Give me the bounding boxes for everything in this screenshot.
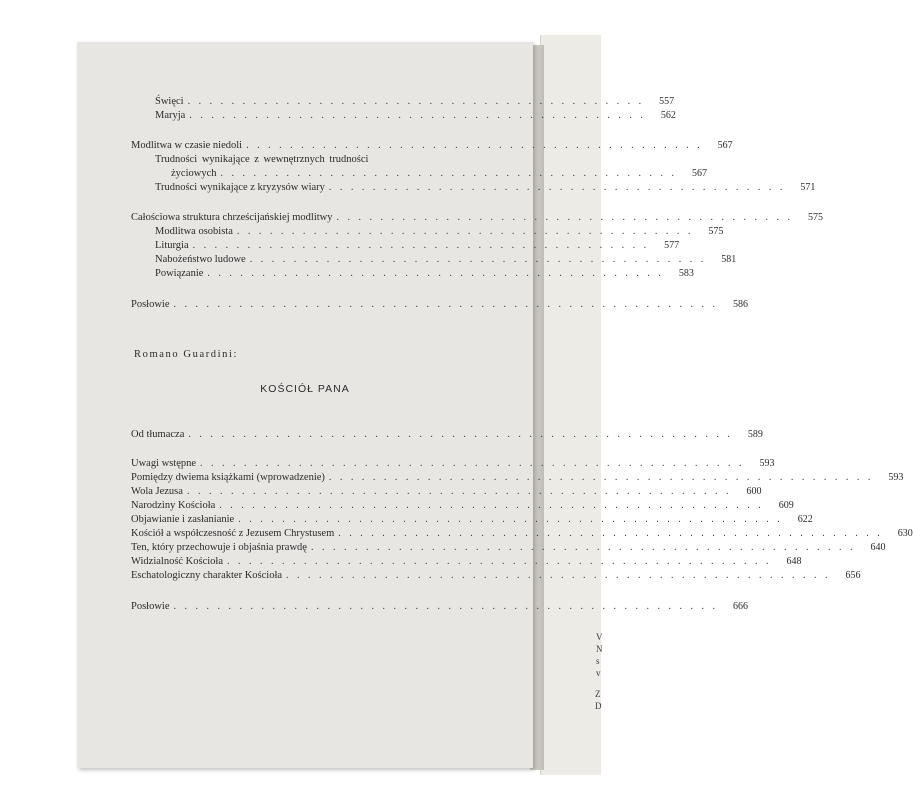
toc-entry: [155, 181, 816, 194]
toc-entry-page: 567: [691, 168, 707, 179]
toc-entry-title: Liturgia: [155, 240, 189, 251]
toc-entry: [155, 239, 680, 252]
toc-entry-page: 666: [733, 601, 749, 612]
toc-entry-title: Posłowie: [131, 299, 170, 310]
toc-entry-title: Modlitwa w czasie niedoli: [131, 140, 243, 151]
toc-entry-title: Święci: [155, 96, 184, 107]
toc-entry-title: Uwagi wstępne: [131, 458, 197, 469]
toc-entry-page: 656: [845, 570, 861, 581]
toc-entry-page: 575: [808, 212, 823, 223]
toc-entry-title: życiowych: [171, 168, 217, 179]
toc-entry-page: 571: [800, 182, 816, 193]
leader-dots: . . . . . . . . . . . . . . . . . . . . . . . . . . . . . . . . . . . . . . . . . . . . . . . . . .: [173, 299, 719, 310]
toc-entry: [131, 513, 813, 526]
leader-dots: . . . . . . . . . . . . . . . . . . . . . . . . . . . . . . . . . . . . . . . . . .: [189, 110, 646, 121]
toc-entry-title: Od tłumacza: [131, 429, 185, 440]
toc-entry: [155, 267, 694, 280]
toc-entry-title: Widzialność Kościoła: [131, 556, 224, 567]
toc-entry: [171, 167, 707, 180]
toc-entry-title: Modlitwa osobista: [155, 226, 233, 237]
leader-dots: . . . . . . . . . . . . . . . . . . . . . . . . . . . . . . . . . . . . . . . . . .: [192, 240, 650, 251]
toc-entry-page: 648: [786, 556, 802, 567]
toc-entry: [131, 499, 794, 512]
toc-entry: [131, 428, 763, 441]
toc-entry-page: 593: [759, 458, 775, 469]
toc-entry: [131, 555, 802, 568]
leader-dots: . . . . . . . . . . . . . . . . . . . . . . . . . . . . . . . . . . . . . . . . . .: [220, 168, 677, 179]
toc-entry-title: Objawianie i zasłanianie: [131, 514, 235, 525]
toc-entry: [131, 457, 775, 470]
toc-entry-title: Powiązanie: [155, 268, 204, 279]
leader-dots: . . . . . . . . . . . . . . . . . . . . . . . . . . . . . . . . . . . . . . . . . . . . . . . . . .: [286, 570, 831, 581]
toc-entry-title: Nabożeństwo ludowe: [155, 254, 246, 265]
leader-dots: . . . . . . . . . . . . . . . . . . . . . . . . . . . . . . . . . . . . . . . . . . . . . . . . . .: [338, 528, 883, 539]
toc-entry-page: 593: [888, 472, 904, 483]
toc-entry-title: Trudności wynikające z kryzysów wiary: [155, 182, 325, 193]
leader-dots: . . . . . . . . . . . . . . . . . . . . . . . . . . . . . . . . . . . . . . . . . .: [187, 96, 645, 107]
facing-page-fragment: s: [596, 656, 600, 666]
toc-entry-title: Wola Jezusa: [131, 486, 183, 497]
facing-page-fragment: V: [596, 632, 603, 642]
toc-entry: [155, 95, 675, 108]
toc-entry: [131, 211, 823, 224]
facing-page-fragment: Z: [595, 689, 601, 699]
toc-entry: [155, 253, 737, 266]
leader-dots: . . . . . . . . . . . . . . . . . . . . . . . . . . . . . . . . . . . . . . . . . .: [328, 182, 786, 193]
toc-entry: [131, 569, 861, 582]
toc-entry: [131, 600, 749, 613]
toc-entry-title: Eschatologiczny charakter Kościoła: [131, 570, 283, 581]
toc-entry-page: 581: [721, 254, 737, 265]
leader-dots: . . . . . . . . . . . . . . . . . . . . . . . . . . . . . . . . . . . . . . . . . . . . . . . . . .: [328, 472, 874, 483]
toc-entry-page: 630: [897, 528, 913, 539]
toc-entry: [131, 139, 733, 152]
toc-entry-page: 575: [708, 226, 724, 237]
facing-page-fragment: D: [595, 701, 602, 711]
toc-entry: [155, 225, 724, 238]
toc-entry-page: 640: [870, 542, 886, 553]
toc-entry-page: 562: [660, 110, 676, 121]
book-page: [77, 42, 913, 768]
leader-dots: . . . . . . . . . . . . . . . . . . . . . . . . . . . . . . . . . . . . . . . . . .: [236, 226, 694, 237]
toc-entry-title: Narodziny Kościoła: [131, 500, 216, 511]
leader-dots: . . . . . . . . . . . . . . . . . . . . . . . . . . . . . . . . . . . . . . . . . . . . . . . . . .: [186, 486, 732, 497]
author-name: Romano Guardini:: [134, 349, 239, 360]
toc-entry: [155, 109, 676, 122]
toc-entry-page: 567: [717, 140, 733, 151]
toc-entry-page: 589: [747, 429, 763, 440]
leader-dots: . . . . . . . . . . . . . . . . . . . . . . . . . . . . . . . . . . . . . . . . . . . . . . . . . .: [188, 429, 733, 440]
leader-dots: . . . . . . . . . . . . . . . . . . . . . . . . . . . . . . . . . . . . . . . . . . . . . . . . . .: [219, 500, 764, 511]
toc-entry-title: Maryja: [155, 110, 186, 121]
section-title: KOŚCIÓŁ PANA: [260, 383, 350, 395]
facing-page-fragment: v: [596, 668, 601, 678]
leader-dots: . . . . . . . . . . . . . . . . . . . . . . . . . . . . . . . . . . . . . . . . . .: [336, 212, 793, 223]
leader-dots: . . . . . . . . . . . . . . . . . . . . . . . . . . . . . . . . . . . . . . . . . . . . . . . . . .: [173, 601, 719, 612]
toc-entry-page: 622: [797, 514, 813, 525]
toc-entry-page: 600: [746, 486, 762, 497]
toc-entry-page: 557: [659, 96, 675, 107]
toc-entry: [131, 527, 913, 540]
toc-entry: [131, 541, 886, 554]
toc-entry-title: Ten, który przechowuje i objaśnia prawdę: [131, 542, 307, 553]
toc-entry: [131, 471, 904, 484]
facing-page-fragment: N: [596, 644, 603, 654]
toc-entry-page: 583: [678, 268, 694, 279]
toc-entry: [131, 485, 762, 498]
toc-entry-page: 609: [778, 500, 794, 511]
toc-entry: [131, 298, 749, 311]
leader-dots: . . . . . . . . . . . . . . . . . . . . . . . . . . . . . . . . . . . . . . . . . .: [246, 140, 703, 151]
leader-dots: . . . . . . . . . . . . . . . . . . . . . . . . . . . . . . . . . . . . . . . . . . . . . . . . . .: [310, 542, 856, 553]
leader-dots: . . . . . . . . . . . . . . . . . . . . . . . . . . . . . . . . . . . . . . . . . . . . . . . . . .: [200, 458, 745, 469]
leader-dots: . . . . . . . . . . . . . . . . . . . . . . . . . . . . . . . . . . . . . . . . . .: [207, 268, 664, 279]
leader-dots: . . . . . . . . . . . . . . . . . . . . . . . . . . . . . . . . . . . . . . . . . . . . . . . . . .: [227, 556, 772, 567]
toc-entry-title: Pomiędzy dwiema książkami (wprowadzenie): [131, 472, 325, 483]
toc-entry-page: 586: [733, 299, 749, 310]
toc-entry-title: Kościół a współczesność z Jezusem Chrystusem: [131, 528, 335, 539]
toc-entry-title: Posłowie: [131, 601, 170, 612]
toc-entry-title: Trudności wynikające z wewnętrznych trudności: [155, 154, 369, 165]
leader-dots: . . . . . . . . . . . . . . . . . . . . . . . . . . . . . . . . . . . . . . . . . . . . . . . . . .: [238, 514, 783, 525]
leader-dots: . . . . . . . . . . . . . . . . . . . . . . . . . . . . . . . . . . . . . . . . . .: [249, 254, 707, 265]
toc-entry-page: 577: [664, 240, 680, 251]
toc-entry-title: Całościowa struktura chrześcijańskiej modlitwy: [131, 212, 333, 223]
